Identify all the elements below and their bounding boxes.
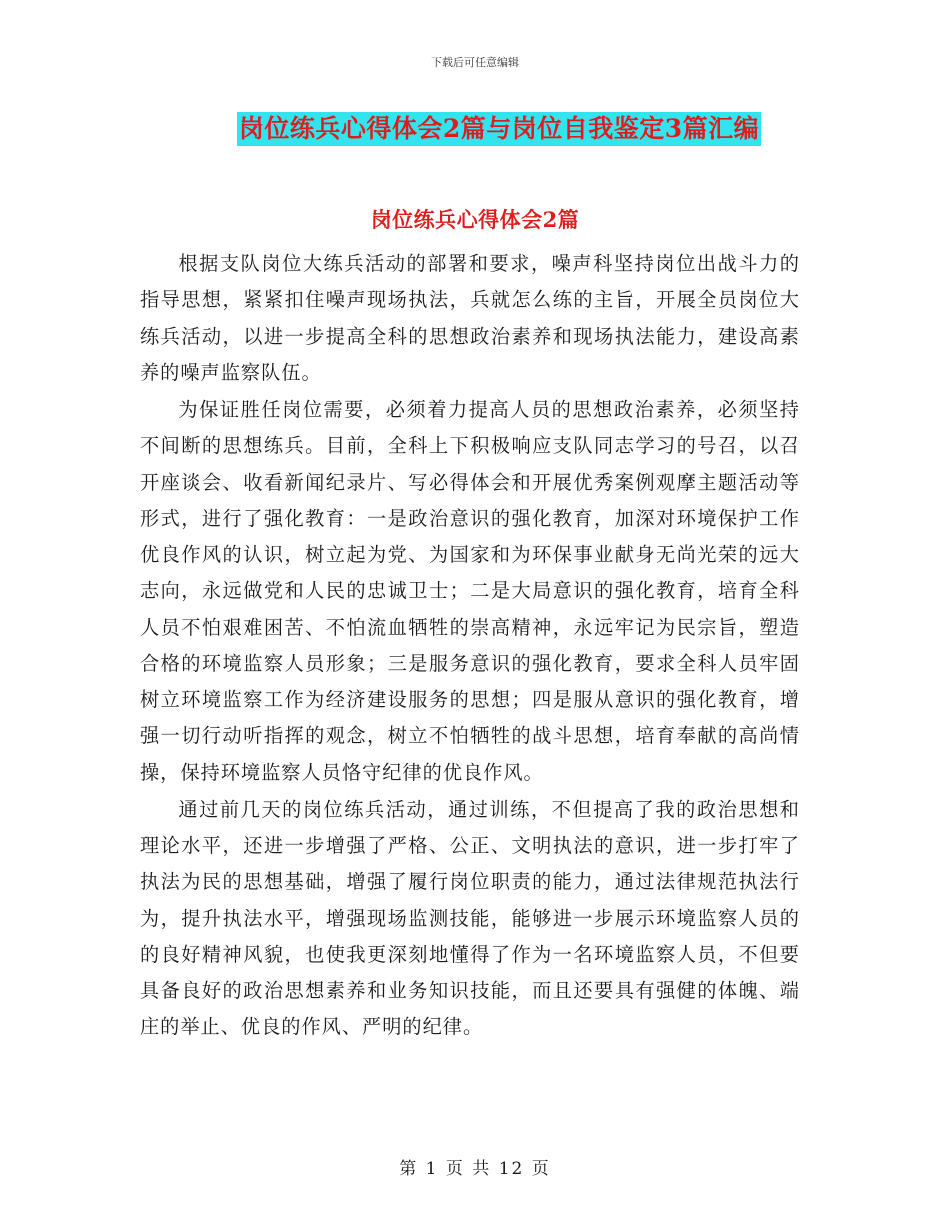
page-footer: 第 1 页 共 12 页 <box>399 1159 551 1179</box>
section-title: 岗位练兵心得体会2篇 <box>370 207 580 232</box>
main-title-text: 岗位练兵心得体会2篇与岗位自我鉴定3篇汇编 <box>237 112 761 146</box>
document-main-title <box>0 112 950 146</box>
body-paragraph: 根据支队岗位大练兵活动的部署和要求，噪声科坚持岗位出战斗力的指导思想，紧紧扣住噪声现场执法，兵就怎么练的主旨，开展全员岗位大练兵活动，以进一步提高全科的思想政治素养和现场执法能力，建设高素养的噪声监察队伍。 <box>140 252 800 384</box>
document-body <box>140 246 800 1047</box>
body-paragraph: 为保证胜任岗位需要，必须着力提高人员的思想政治素养，必须坚持不间断的思想练兵。目前，全科上下积极响应支队同志学习的号召，以召开座谈会、收看新闻纪录片、写必得体会和开展优秀案例观摩主题活动等形式，进行了强化教育：一是政治意识的强化教育，加深对环境保护工作优良作风的认识，树立起为党、为国家和为环保事业献身无尚光荣的远大志向，永远做党和人民的忠诚卫士；二是大局意识的强化教育，培育全科人员不怕艰难困苦、不怕流血牺牲的崇高精神，永远牢记为民宗旨，塑造合格的环境监察人员形象；三是服务意识的强化教育，要求全科人员牢固树立环境监察工作为经济建设服务的思想；四是服从意识的强化教育，增强一切行动听指挥的观念，树立不怕牺牲的战斗思想，培育奉献的高尚情操，保持环境监察人员恪守纪律的优良作风。 <box>140 398 800 784</box>
body-paragraph: 通过前几天的岗位练兵活动，通过训练，不但提高了我的政治思想和理论水平，还进一步增强了严格、公正、文明执法的意识，进一步打牢了执法为民的思想基础，增强了履行岗位职责的能力，通过法律规范执法行为，提升执法水平，增强现场监测技能，能够进一步展示环境监察人员的的良好精神风貌，也使我更深刻地懂得了作为一名环境监察人员，不但要具备良好的政治思想素养和业务知识技能，而且还要具有强健的体魄、端庄的举止、优良的作风、严明的纪律。 <box>140 797 800 1039</box>
header-note: 下载后可任意编辑 <box>431 56 519 69</box>
